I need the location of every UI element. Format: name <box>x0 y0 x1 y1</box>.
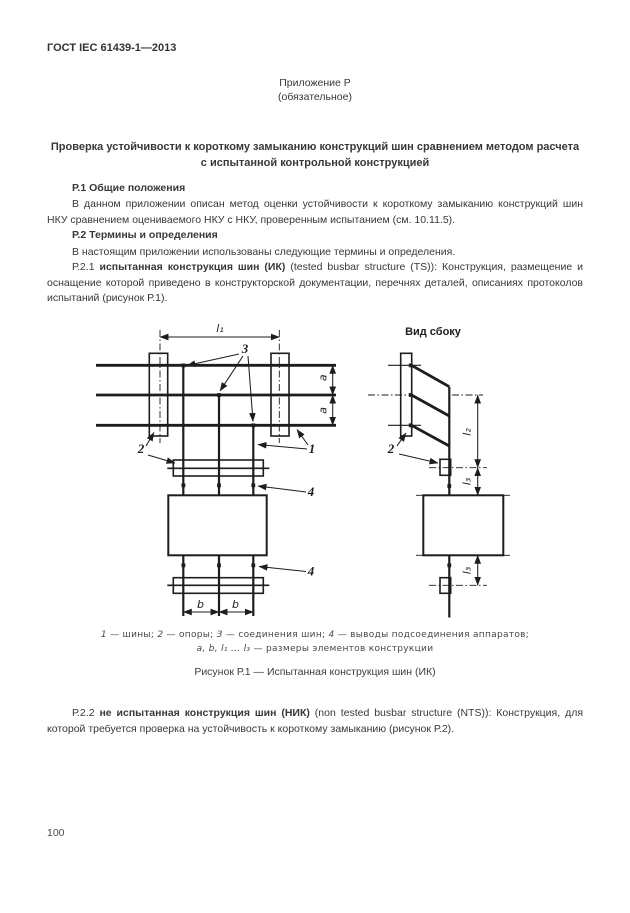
standard-designation: ГОСТ IEC 61439-1—2013 <box>47 42 177 54</box>
p22-text: (non tested busbar structure (NTS)): Конструкция, для которой требуется проверка на устойчивость к короткому замыканию (рисунок Р.2). <box>47 707 584 735</box>
terminal-square <box>182 483 186 487</box>
dimension-b-left-label: b <box>197 598 204 611</box>
terminal-square <box>182 563 186 567</box>
callout-4-lower-label: 4 <box>307 563 315 579</box>
annex-title: Проверка устойчивости к короткому замыканию конструкций шин сравнением методом расчета с испытанной контрольной конструкцией <box>50 141 580 169</box>
dimension-a-upper-label: a <box>316 374 330 382</box>
dimension-l3-upper-label: l₃ <box>460 477 474 486</box>
section-r1-heading: Р.1 Общие положения <box>72 182 186 194</box>
callout-1-leader-2 <box>258 445 307 450</box>
apparatus-box-front <box>168 495 266 555</box>
legend-text-1: — шины; <box>106 630 158 640</box>
figure-caption: Рисунок Р.1 — Испытанная конструкция шин (ИК) <box>194 666 436 678</box>
section-r2-intro: В настоящим приложении использованы следующие термины и определения. <box>72 246 456 258</box>
apparatus-box-side <box>423 495 503 555</box>
callout-3-leader-2 <box>220 356 243 391</box>
dimension-l1-label: l₁ <box>216 322 224 335</box>
callout-3-label: 3 <box>241 341 249 356</box>
dimension-a-lower-label: a <box>316 406 330 414</box>
side-view-title: Вид сбоку <box>405 326 461 338</box>
side-terminal-square <box>447 484 451 488</box>
p22-number: Р.2.2 <box>72 707 100 719</box>
callout-1-label: 1 <box>308 441 316 456</box>
page-number: 100 <box>47 827 65 839</box>
callout-4-lower-leader <box>259 567 306 572</box>
legend-text-2: — опоры; <box>163 630 217 640</box>
legend-key-2: 2 <box>157 630 164 640</box>
terminal-square <box>251 483 255 487</box>
joint-square-bottom <box>251 423 255 427</box>
figure-legend-line1 <box>0 630 630 640</box>
figure-r1 <box>60 316 530 622</box>
callout-4-upper-leader <box>258 486 306 492</box>
legend-key-1: 1 <box>100 630 107 640</box>
callout-2-front-leader-2 <box>148 455 175 463</box>
dimension-b-right-label: b <box>232 598 239 611</box>
legend-text-3: — соединения шин; <box>222 630 329 640</box>
definition-p21 <box>47 260 583 307</box>
p21-term: испытанная конструкция шин (ИК) <box>99 261 286 273</box>
terminal-square <box>217 483 221 487</box>
joint-square-top <box>182 364 186 368</box>
section-r2-heading: Р.2 Термины и определения <box>72 229 218 241</box>
terminal-square <box>217 563 221 567</box>
joint-square-middle <box>217 393 221 397</box>
figure-r1-drawing <box>60 316 530 622</box>
side-diagonal-bottom <box>412 425 450 446</box>
callout-2-front-label: 2 <box>137 441 145 456</box>
p21-number: Р.2.1 <box>72 261 100 273</box>
callout-4-upper-label: 4 <box>307 484 315 499</box>
legend-vars-text: — размеры элементов конструкции <box>250 644 434 654</box>
p21-text: (tested busbar structure (TS)): Конструкция, размещение и оснащение которой приведено в конструкторской документации, перечнях деталей, описаниях протоколов испытаний (рисунок Р.1). <box>47 261 583 304</box>
annex-letter: Приложение Р <box>279 77 351 89</box>
dimension-l2-label: l₂ <box>460 428 474 436</box>
legend-key-3: 3 <box>216 630 223 640</box>
legend-text-4: — выводы подсоединения аппаратов; <box>334 630 530 640</box>
section-r1-paragraph: В данном приложении описан метод оценки устойчивости к короткому замыканию конструкций шин НКУ сравнением оцениваемого НКУ с НКУ, проверенным испытанием (см. 10.11.5). <box>47 198 583 226</box>
definition-p22 <box>47 706 583 737</box>
terminal-square <box>251 563 255 567</box>
side-diagonal-top <box>412 365 450 386</box>
side-diagonal-middle <box>412 395 450 416</box>
callout-3-leader-1 <box>187 354 239 366</box>
legend-vars: a, b, l₁ ... l₃ <box>196 644 251 654</box>
p22-term: не испытанная конструкция шин (НИК) <box>99 707 310 719</box>
annex-heading <box>0 76 630 104</box>
annex-kind: (обязательное) <box>278 91 352 103</box>
legend-key-4: 4 <box>328 630 335 640</box>
side-terminal-square <box>447 563 451 567</box>
callout-2-side-leader-2 <box>399 454 438 463</box>
callout-2-side-label: 2 <box>387 441 395 456</box>
dimension-l3-lower-label: l₃ <box>460 566 474 575</box>
callout-1-leader-1 <box>297 430 308 446</box>
figure-legend-line2 <box>0 644 630 654</box>
